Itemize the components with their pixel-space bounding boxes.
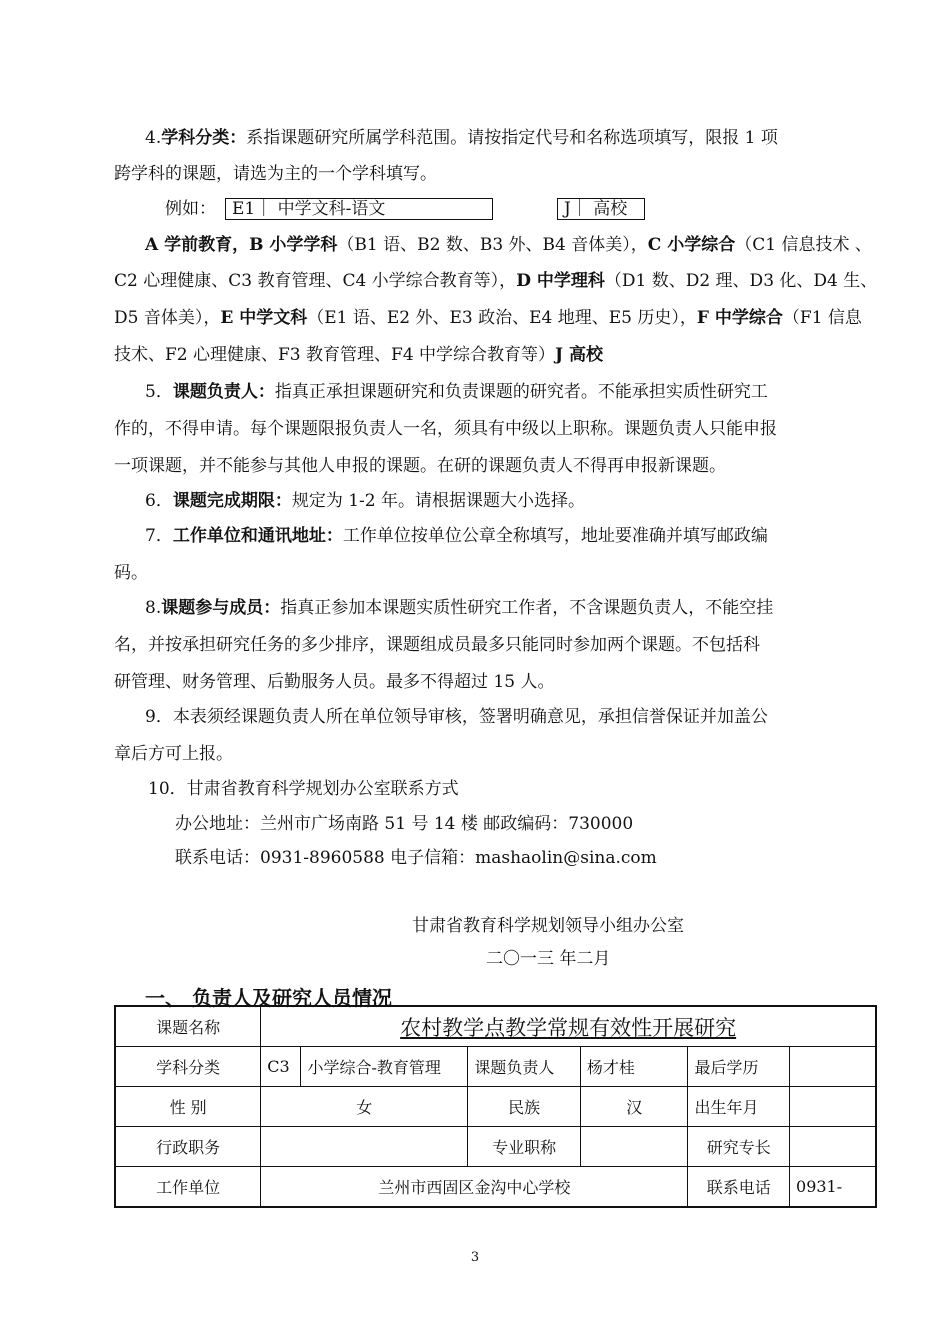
table-row (115, 1167, 876, 1208)
subject-label: 学科分类 (115, 1047, 261, 1087)
prof-title-value[interactable] (580, 1127, 688, 1167)
education-label: 最后学历 (688, 1047, 790, 1087)
workplace-label: 工作单位 (115, 1167, 261, 1208)
item7-line2: 码。 (114, 563, 148, 583)
prof-title-label: 专业职称 (468, 1127, 581, 1167)
category-line3: D5 音体美），E 中学文科（E1 语、E2 外、E3 政治、E4 地理、E5 历史），F 中学综合（F1 信息 (114, 308, 862, 328)
example-line: 例如： E1｜ 中学文科-语文 J｜ 高校 (165, 198, 216, 220)
section-title: 一、 负责人及研究人员情况 (145, 986, 392, 1010)
researcher-info-table (114, 1005, 877, 1208)
table-row (115, 1047, 876, 1087)
example-box-j: J｜ 高校 (557, 198, 645, 220)
table-row (115, 1127, 876, 1167)
signature-date: 二〇一三 年二月 (486, 949, 611, 969)
category-line2: C2 心理健康、C3 教育管理、C4 小学综合教育等），D 中学理科（D1 数、D2 理、D3 化、D4 生、 (114, 271, 878, 291)
subject-name[interactable]: 小学综合-教育管理 (301, 1047, 468, 1087)
item9-line2: 章后方可上报。 (114, 744, 233, 764)
signature-org: 甘肃省教育科学规划领导小组办公室 (412, 916, 684, 936)
ethnicity-value[interactable]: 汉 (580, 1087, 688, 1127)
leader-value[interactable]: 杨才桂 (580, 1047, 688, 1087)
admin-post-value[interactable] (261, 1127, 468, 1167)
leader-label: 课题负责人 (468, 1047, 581, 1087)
birth-value[interactable] (790, 1087, 876, 1127)
workplace-value[interactable]: 兰州市西固区金沟中心学校 (261, 1167, 688, 1208)
education-value[interactable] (790, 1047, 876, 1087)
office-address: 办公地址：兰州市广场南路 51 号 14 楼 邮政编码：730000 (175, 814, 634, 834)
admin-post-label: 行政职务 (115, 1127, 261, 1167)
category-line4: 技术、F2 心理健康、F3 教育管理、F4 中学综合教育等）J 高校 (114, 345, 604, 365)
project-name-value[interactable]: 农村教学点教学常规有效性开展研究 (261, 1006, 876, 1047)
gender-label: 性 别 (115, 1087, 261, 1127)
item4-line1: 4.学科分类：系指课题研究所属学科范围。请按指定代号和名称选项填写，限报 1 项 (145, 128, 778, 148)
birth-label: 出生年月 (688, 1087, 790, 1127)
item8-line3: 研管理、财务管理、后勤服务人员。最多不得超过 15 人。 (114, 672, 555, 692)
example-box-e1: E1｜ 中学文科-语文 (225, 198, 493, 220)
item5-line1: 5．课题负责人：指真正承担课题研究和负责课题的研究者。不能承担实质性研究工 (145, 382, 768, 402)
phone-value[interactable]: 0931- (790, 1167, 876, 1208)
category-line1: A 学前教育，B 小学学科（B1 语、B2 数、B3 外、B4 音体美），C 小学综合（C1 信息技术 、 (145, 235, 872, 255)
item5-line3: 一项课题，并不能参与其他人申报的课题。在研的课题负责人不得再申报新课题。 (114, 456, 726, 476)
item8-line1: 8.课题参与成员：指真正参加本课题实质性研究工作者，不含课题负责人，不能空挂 (145, 598, 774, 618)
item7-line1: 7．工作单位和通讯地址：工作单位按单位公章全称填写，地址要准确并填写邮政编 (145, 526, 768, 546)
item8-line2: 名，并按承担研究任务的多少排序，课题组成员最多只能同时参加两个课题。不包括科 (114, 635, 760, 655)
project-name-label: 课题名称 (115, 1006, 261, 1047)
item4-line2: 跨学科的课题，请选为主的一个学科填写。 (114, 164, 437, 184)
item6-line1: 6．课题完成期限：规定为 1-2 年。请根据课题大小选择。 (145, 491, 586, 511)
ethnicity-label: 民族 (468, 1087, 581, 1127)
specialty-label: 研究专长 (688, 1127, 790, 1167)
item10-line1: 10．甘肃省教育科学规划办公室联系方式 (148, 779, 459, 799)
gender-value[interactable]: 女 (261, 1087, 468, 1127)
specialty-value[interactable] (790, 1127, 876, 1167)
office-contact: 联系电话：0931-8960588 电子信箱：mashaolin@sina.com (175, 848, 657, 868)
table-row (115, 1006, 876, 1047)
phone-label: 联系电话 (688, 1167, 790, 1208)
item9-line1: 9．本表须经课题负责人所在单位领导审核，签署明确意见，承担信誉保证并加盖公 (145, 707, 768, 727)
page-number: 3 (470, 1250, 480, 1265)
table-row (115, 1087, 876, 1127)
subject-code[interactable]: C3 (261, 1047, 301, 1087)
item5-line2: 作的，不得申请。每个课题限报负责人一名，须具有中级以上职称。课题负责人只能申报 (114, 419, 777, 439)
